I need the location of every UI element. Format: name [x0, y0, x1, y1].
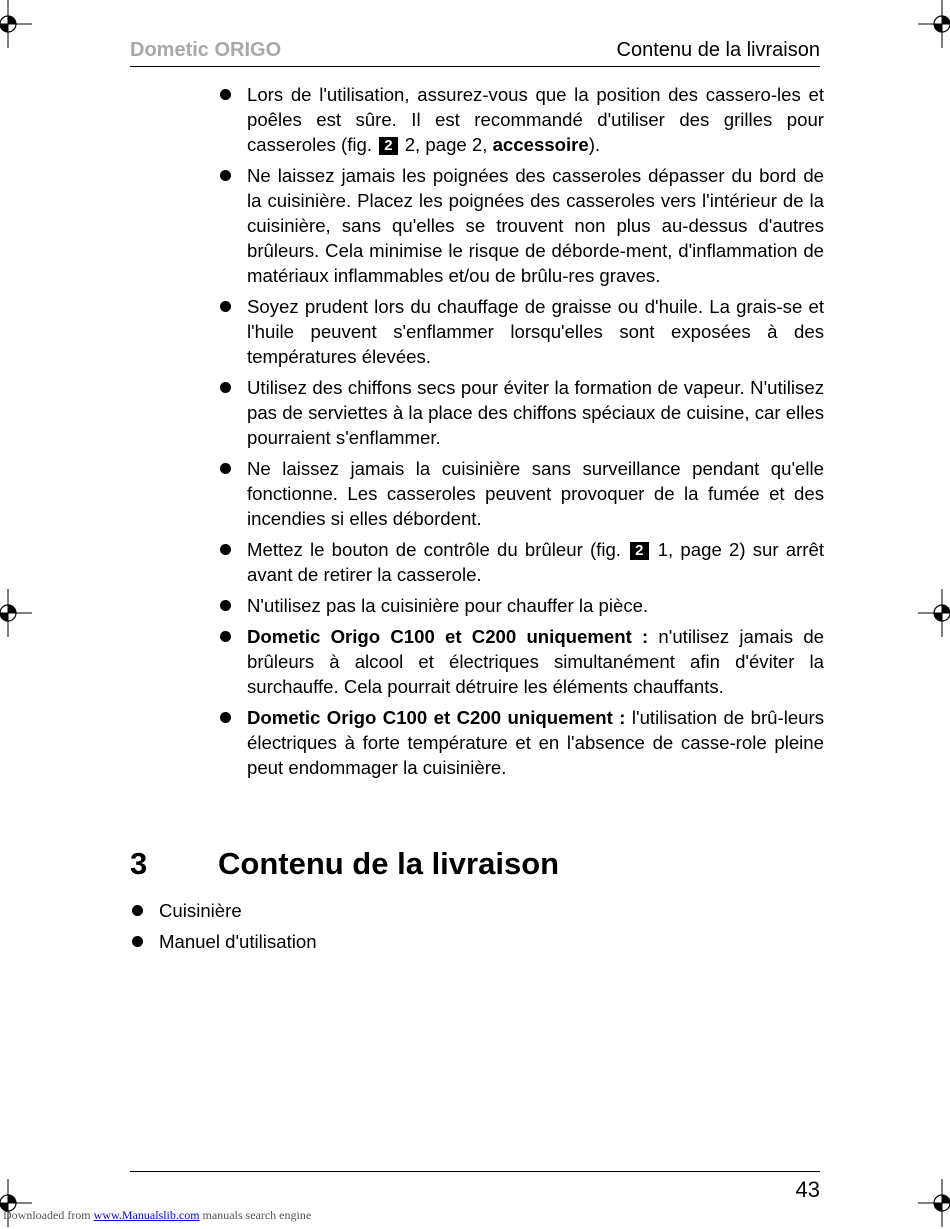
download-note-suffix: manuals search engine [199, 1208, 312, 1222]
section-number: 3 [130, 846, 148, 881]
bullet-dot-icon [220, 89, 231, 100]
download-note [3, 1208, 311, 1223]
list-item [130, 898, 317, 923]
list-item [218, 456, 824, 531]
bullet-text: Ne laissez jamais la cuisinière sans surveillance pendant qu'elle fonctionne. Les casseroles peuvent provoquer de la fumée et des incendies si elles débordent. [247, 458, 824, 529]
bullet-text: n'utilisez jamais de brûleurs à alcool et électriques simultanément afin d'éviter la surchauffe. Cela pourrait détruire les éléments chauffants. [247, 626, 824, 697]
list-item [218, 375, 824, 450]
list-item-text: Cuisinière [159, 900, 242, 921]
bullet-text: Utilisez des chiffons secs pour éviter la formation de vapeur. N'utilisez pas de serviettes à la place des chiffons spéciaux de cuisine, car elles pourraient s'enflammer. [247, 377, 824, 448]
page-number: 43 [795, 1177, 820, 1202]
list-item [218, 163, 824, 288]
bullet-bold-text: Dometic Origo C100 et C200 uniquement : [247, 707, 626, 728]
bullet-text: 1, page 2) sur arrêt avant de retirer la casserole. [247, 539, 825, 585]
bullet-dot-icon [132, 905, 143, 916]
list-item [218, 537, 824, 587]
download-note-prefix: Downloaded from [3, 1208, 94, 1222]
crosshair-mark-top-right [918, 0, 950, 48]
bullet-dot-icon [220, 544, 231, 555]
bullet-text: Mettez le bouton de contrôle du brûleur (fig. [247, 539, 629, 560]
list-item [218, 294, 824, 369]
bullet-dot-icon [132, 936, 143, 947]
safety-instructions-list [218, 82, 824, 786]
bullet-dot-icon [220, 463, 231, 474]
bullet-dot-icon [220, 170, 231, 181]
list-item [218, 705, 824, 780]
crosshair-mark-top-left [0, 0, 32, 48]
list-item-text: Manuel d'utilisation [159, 931, 317, 952]
crosshair-mark-mid-left [0, 589, 32, 637]
figure-reference-badge: 2 [630, 542, 648, 560]
bullet-dot-icon [220, 301, 231, 312]
list-item [218, 624, 824, 699]
footer-divider [130, 1171, 820, 1172]
bullet-text: Lors de l'utilisation, assurez-vous que la position des cassero-les et poêles est sûre. Il est recommandé d'utiliser des grilles pour casseroles (fig. [247, 84, 824, 155]
delivery-contents-list [130, 898, 317, 960]
header-divider [130, 66, 820, 67]
list-item [130, 929, 317, 954]
bullet-dot-icon [220, 600, 231, 611]
bullet-dot-icon [220, 382, 231, 393]
bullet-text: Ne laissez jamais les poignées des casseroles dépasser du bord de la cuisinière. Placez les poignées des casseroles vers l'intérieur de la cuisinière, sans qu'elles se trouvent non plus au-dessus d'autres brûleurs. Cela minimise le risque de déborde-ment, d'inflammation de matériaux inflammables et/ou de brûlu-res graves. [247, 165, 824, 286]
bullet-text: l'utilisation de brû-leurs électriques à forte température et en l'absence de casse-role pleine peut endommager la cuisinière. [247, 707, 825, 778]
header-brand: Dometic ORIGO [130, 39, 282, 61]
manualslib-link[interactable]: www.Manualslib.com [93, 1208, 200, 1222]
bullet-dot-icon [220, 712, 231, 723]
crosshair-mark-mid-right [918, 589, 950, 637]
list-item [218, 82, 824, 157]
section-heading: Contenu de la livraison [218, 846, 560, 881]
bullet-text: ). [588, 134, 601, 155]
bullet-text: N'utilisez pas la cuisinière pour chauffer la pièce. [247, 595, 649, 616]
bullet-bold-text: Dometic Origo C100 et C200 uniquement : [247, 626, 649, 647]
bullet-bold-text: accessoire [492, 134, 589, 155]
figure-reference-badge: 2 [379, 137, 397, 155]
bullet-text: 2, page 2, [399, 134, 493, 155]
crosshair-mark-bottom-right [918, 1179, 950, 1227]
bullet-text: Soyez prudent lors du chauffage de graisse ou d'huile. La grais-se et l'huile peuvent s'enflammer lorsqu'elles sont exposées à des températures élevées. [247, 296, 824, 367]
header-section-title: Contenu de la livraison [616, 39, 820, 61]
list-item [218, 593, 824, 618]
bullet-dot-icon [220, 631, 231, 642]
